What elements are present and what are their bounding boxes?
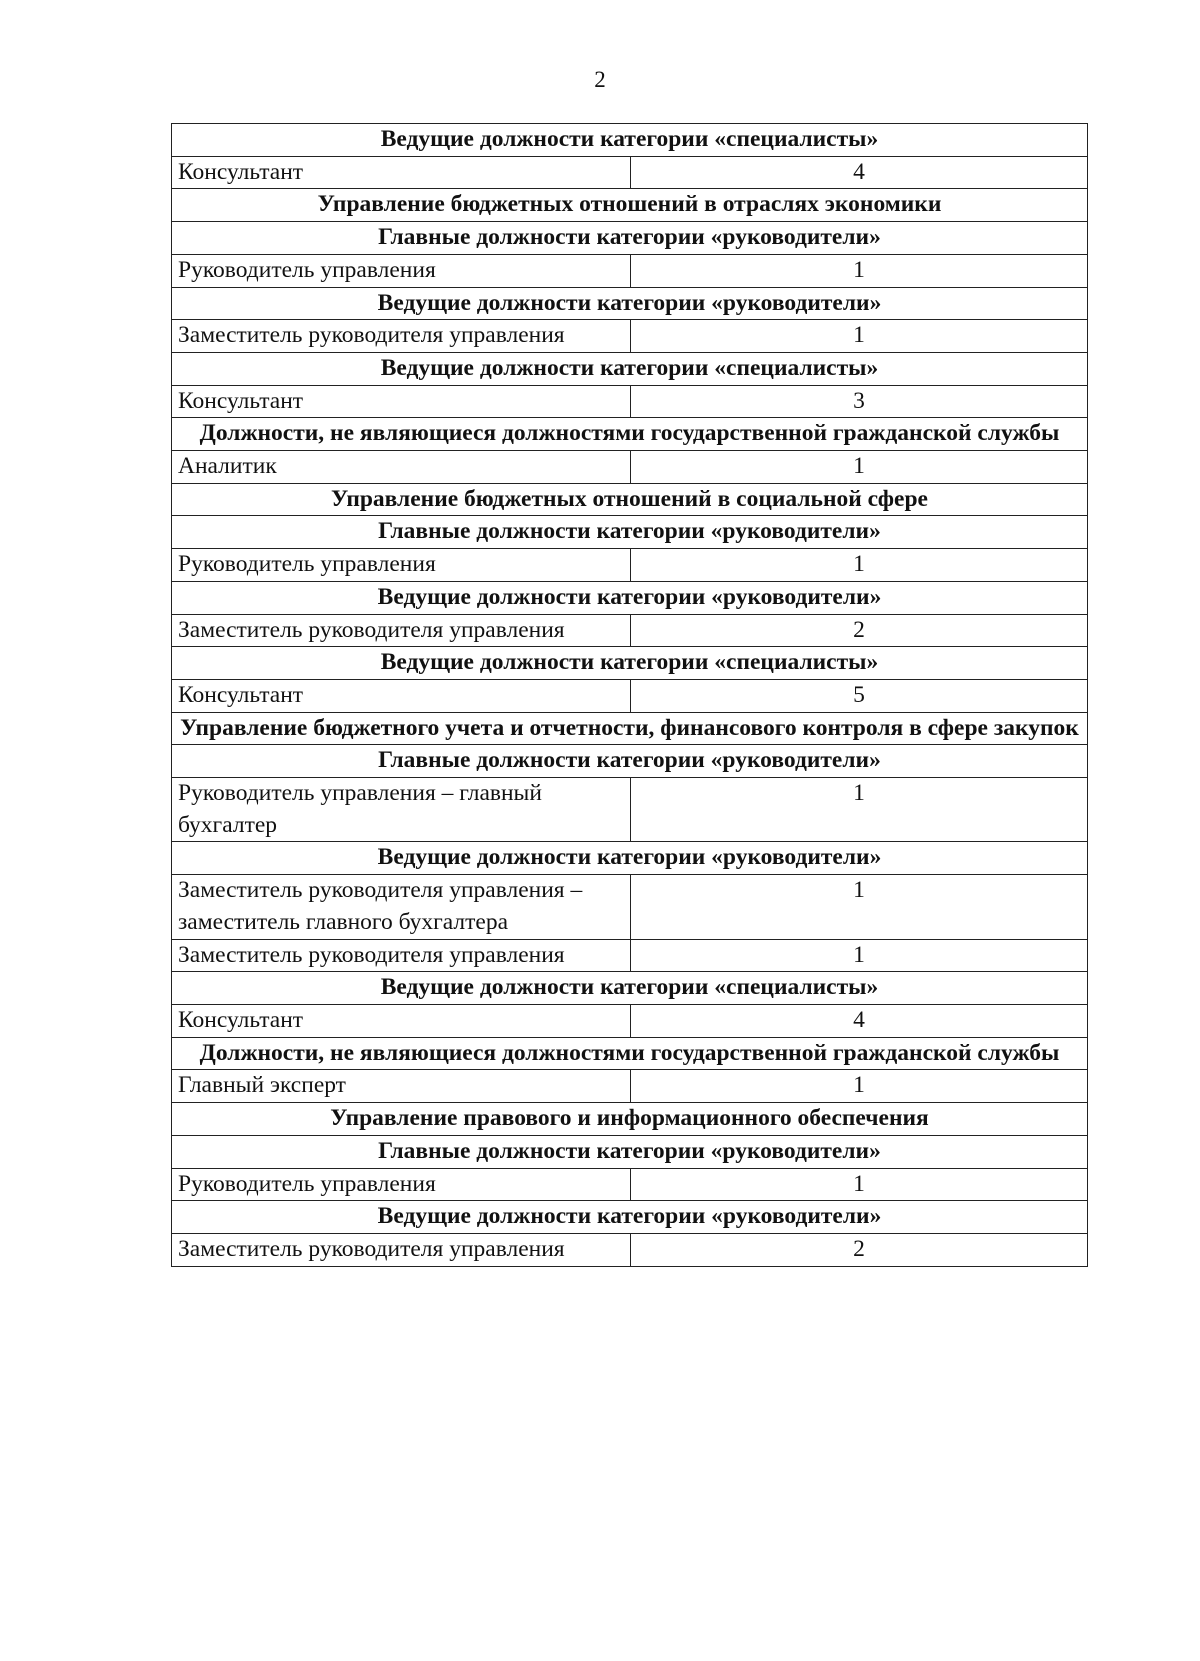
section-heading-row xyxy=(172,647,1088,680)
section-heading-row xyxy=(172,418,1088,451)
position-row xyxy=(172,778,1088,842)
section-heading-row xyxy=(172,189,1088,222)
section-heading-row xyxy=(172,1037,1088,1070)
position-count: 1 xyxy=(631,939,1088,972)
section-heading: Ведущие должности категории «руководители» xyxy=(172,287,1088,320)
section-heading: Главные должности категории «руководители» xyxy=(172,1135,1088,1168)
position-row xyxy=(172,614,1088,647)
position-count: 2 xyxy=(631,614,1088,647)
position-count: 4 xyxy=(631,156,1088,189)
section-heading: Главные должности категории «руководители» xyxy=(172,516,1088,549)
position-count: 1 xyxy=(631,778,1088,842)
section-heading: Ведущие должности категории «специалисты» xyxy=(172,647,1088,680)
position-count: 1 xyxy=(631,254,1088,287)
position-name: Руководитель управления – главный бухгалтер xyxy=(172,778,631,842)
section-heading: Главные должности категории «руководители» xyxy=(172,222,1088,255)
position-name: Главный эксперт xyxy=(172,1070,631,1103)
section-heading-row xyxy=(172,352,1088,385)
section-heading: Ведущие должности категории «руководители» xyxy=(172,581,1088,614)
position-row xyxy=(172,1070,1088,1103)
section-heading: Управление бюджетных отношений в отраслях экономики xyxy=(172,189,1088,222)
position-row xyxy=(172,679,1088,712)
page-number: 2 xyxy=(594,67,606,92)
section-heading-row xyxy=(172,516,1088,549)
position-count: 1 xyxy=(631,549,1088,582)
position-row xyxy=(172,254,1088,287)
position-row xyxy=(172,939,1088,972)
section-heading: Ведущие должности категории «руководители» xyxy=(172,1201,1088,1234)
position-count: 1 xyxy=(631,875,1088,939)
staffing-table-body xyxy=(172,124,1088,1267)
position-name: Заместитель руководителя управления xyxy=(172,320,631,353)
staffing-table xyxy=(171,123,1088,1267)
section-heading-row xyxy=(172,745,1088,778)
section-heading-row xyxy=(172,581,1088,614)
position-row xyxy=(172,549,1088,582)
position-name: Консультант xyxy=(172,1004,631,1037)
position-row xyxy=(172,875,1088,939)
position-name: Руководитель управления xyxy=(172,1168,631,1201)
position-name: Заместитель руководителя управления – заместитель главного бухгалтера xyxy=(172,875,631,939)
position-row xyxy=(172,385,1088,418)
position-count: 1 xyxy=(631,1070,1088,1103)
section-heading: Ведущие должности категории «руководители» xyxy=(172,842,1088,875)
position-row xyxy=(172,156,1088,189)
position-count: 2 xyxy=(631,1233,1088,1266)
section-heading: Управление бюджетного учета и отчетности, финансового контроля в сфере закупок xyxy=(172,712,1088,745)
section-heading-row xyxy=(172,972,1088,1005)
section-heading: Управление бюджетных отношений в социальной сфере xyxy=(172,483,1088,516)
position-row xyxy=(172,1004,1088,1037)
section-heading-row xyxy=(172,124,1088,157)
position-row xyxy=(172,1233,1088,1266)
position-name: Консультант xyxy=(172,156,631,189)
position-count: 4 xyxy=(631,1004,1088,1037)
position-count: 1 xyxy=(631,1168,1088,1201)
section-heading-row xyxy=(172,483,1088,516)
position-count: 1 xyxy=(631,320,1088,353)
position-name: Руководитель управления xyxy=(172,549,631,582)
section-heading: Ведущие должности категории «специалисты» xyxy=(172,124,1088,157)
section-heading-row xyxy=(172,842,1088,875)
position-count: 3 xyxy=(631,385,1088,418)
section-heading-row xyxy=(172,712,1088,745)
section-heading: Ведущие должности категории «специалисты» xyxy=(172,352,1088,385)
position-row xyxy=(172,451,1088,484)
position-name: Заместитель руководителя управления xyxy=(172,939,631,972)
position-count: 5 xyxy=(631,679,1088,712)
position-name: Заместитель руководителя управления xyxy=(172,614,631,647)
position-row xyxy=(172,320,1088,353)
section-heading-row xyxy=(172,222,1088,255)
section-heading-row xyxy=(172,1201,1088,1234)
section-heading: Главные должности категории «руководители» xyxy=(172,745,1088,778)
position-name: Консультант xyxy=(172,385,631,418)
position-name: Руководитель управления xyxy=(172,254,631,287)
position-name: Заместитель руководителя управления xyxy=(172,1233,631,1266)
section-heading: Должности, не являющиеся должностями государственной гражданской службы xyxy=(172,1037,1088,1070)
position-name: Аналитик xyxy=(172,451,631,484)
section-heading-row xyxy=(172,1103,1088,1136)
position-count: 1 xyxy=(631,451,1088,484)
section-heading: Управление правового и информационного обеспечения xyxy=(172,1103,1088,1136)
section-heading: Ведущие должности категории «специалисты» xyxy=(172,972,1088,1005)
section-heading: Должности, не являющиеся должностями государственной гражданской службы xyxy=(172,418,1088,451)
position-name: Консультант xyxy=(172,679,631,712)
position-row xyxy=(172,1168,1088,1201)
section-heading-row xyxy=(172,1135,1088,1168)
section-heading-row xyxy=(172,287,1088,320)
